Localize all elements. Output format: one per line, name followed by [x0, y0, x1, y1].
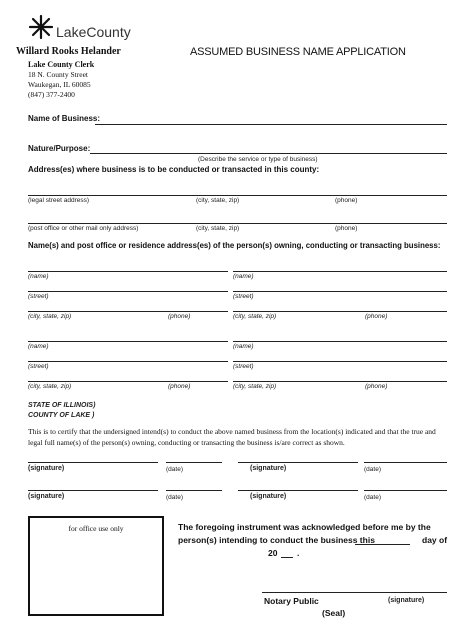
notary-seal-label: (Seal): [322, 608, 346, 618]
city-state-zip-caption: (city, state, zip): [233, 383, 277, 390]
notary-line2: person(s) intending to conduct the business this: [178, 535, 375, 545]
phone-caption: (phone): [168, 313, 191, 320]
office-use-box: [28, 516, 164, 616]
signature-caption: (signature): [28, 493, 65, 500]
notary-line1: The foregoing instrument was acknowledged before me by the: [178, 522, 431, 532]
signature-caption: (signature): [250, 493, 287, 500]
owner4-name-line[interactable]: [233, 341, 447, 342]
street-caption: (street): [28, 363, 49, 370]
name-caption: (name): [28, 343, 49, 350]
date-caption: (date): [166, 494, 183, 501]
signature-caption: (signature): [28, 465, 65, 472]
street-caption: (street): [233, 293, 254, 300]
owner2-city-line[interactable]: [233, 311, 447, 312]
signature-line-3[interactable]: [28, 490, 158, 491]
owner3-name-line[interactable]: [28, 341, 228, 342]
city-state-zip-caption: (city, state, zip): [196, 225, 240, 232]
notary-period: .: [297, 548, 300, 558]
address-line2: Waukegan, IL 60085: [28, 80, 91, 89]
owner3-city-line[interactable]: [28, 381, 228, 382]
date-line-3[interactable]: [166, 490, 222, 491]
nature-hint: (Describe the service or type of business): [198, 156, 318, 163]
addresses-heading: Address(es) where business is to be conducted or transacted in this county:: [28, 165, 320, 174]
phone-caption: (phone): [335, 197, 358, 204]
city-state-zip-caption: (city, state, zip): [28, 383, 72, 390]
notary-day-of: day of: [422, 535, 448, 545]
notary-signature-line[interactable]: [262, 592, 447, 593]
name-caption: (name): [28, 273, 49, 280]
owner2-street-line[interactable]: [233, 291, 447, 292]
logo-text: LakeCounty: [56, 24, 131, 40]
notary-year-line[interactable]: [281, 557, 293, 558]
owner1-street-line[interactable]: [28, 291, 228, 292]
certification-text: This is to certify that the undersigned intend(s) to conduct the above named business from the location(s) indicated and that the true and legal full name(s) of the person(s) owning, conducting or transacting the business is/are correct as shown.: [28, 427, 436, 447]
signature-line-1[interactable]: [28, 462, 158, 463]
office-use-label: for office use only: [68, 524, 124, 533]
nature-purpose-label: Nature/Purpose:: [28, 144, 91, 153]
street-caption: (street): [28, 293, 49, 300]
notary-signature-caption: (signature): [388, 597, 425, 604]
phone-caption: (phone): [365, 313, 388, 320]
owner3-street-line[interactable]: [28, 361, 228, 362]
state-label: STATE OF ILLINOIS): [28, 402, 96, 409]
name-caption: (name): [233, 273, 254, 280]
city-state-zip-caption: (city, state, zip): [196, 197, 240, 204]
official-name: Willard Rooks Helander: [16, 46, 121, 57]
address-line1: 18 N. County Street: [28, 70, 88, 79]
notary-public-label: Notary Public: [264, 596, 319, 606]
name-of-business-label: Name of Business:: [28, 114, 101, 123]
phone-caption: (phone): [335, 225, 358, 232]
date-line-1[interactable]: [166, 462, 222, 463]
signature-caption: (signature): [250, 465, 287, 472]
address-line-1[interactable]: [28, 195, 447, 196]
legal-street-caption: (legal street address): [28, 197, 90, 204]
name-caption: (name): [233, 343, 254, 350]
date-caption: (date): [364, 494, 381, 501]
date-line-4[interactable]: [364, 490, 447, 491]
phone-caption: (phone): [168, 383, 191, 390]
address-line-2[interactable]: [28, 223, 447, 224]
date-line-2[interactable]: [364, 462, 447, 463]
lake-county-logo-icon: [28, 14, 54, 40]
owner4-city-line[interactable]: [233, 381, 447, 382]
city-state-zip-caption: (city, state, zip): [233, 313, 277, 320]
county-label: COUNTY OF LAKE ): [28, 412, 95, 419]
owner1-name-line[interactable]: [28, 271, 228, 272]
phone-caption: (phone): [365, 383, 388, 390]
signature-line-4[interactable]: [238, 490, 358, 491]
nature-purpose-line[interactable]: [90, 153, 447, 154]
owners-heading: Name(s) and post office or residence address(es) of the person(s) owning, conducting or transacting business:: [28, 241, 441, 250]
name-of-business-line[interactable]: [95, 124, 447, 125]
post-office-caption: (post office or other mail only address): [28, 225, 139, 232]
owner1-city-line[interactable]: [28, 311, 228, 312]
notary-day-line[interactable]: [355, 544, 410, 545]
notary-year-prefix: 20: [268, 548, 278, 558]
official-title: Lake County Clerk: [28, 60, 95, 69]
signature-line-2[interactable]: [238, 462, 358, 463]
owner4-street-line[interactable]: [233, 361, 447, 362]
city-state-zip-caption: (city, state, zip): [28, 313, 72, 320]
street-caption: (street): [233, 363, 254, 370]
date-caption: (date): [166, 466, 183, 473]
owner2-name-line[interactable]: [233, 271, 447, 272]
date-caption: (date): [364, 466, 381, 473]
form-title: ASSUMED BUSINESS NAME APPLICATION: [190, 46, 406, 58]
clerk-phone: (847) 377-2400: [28, 90, 75, 99]
